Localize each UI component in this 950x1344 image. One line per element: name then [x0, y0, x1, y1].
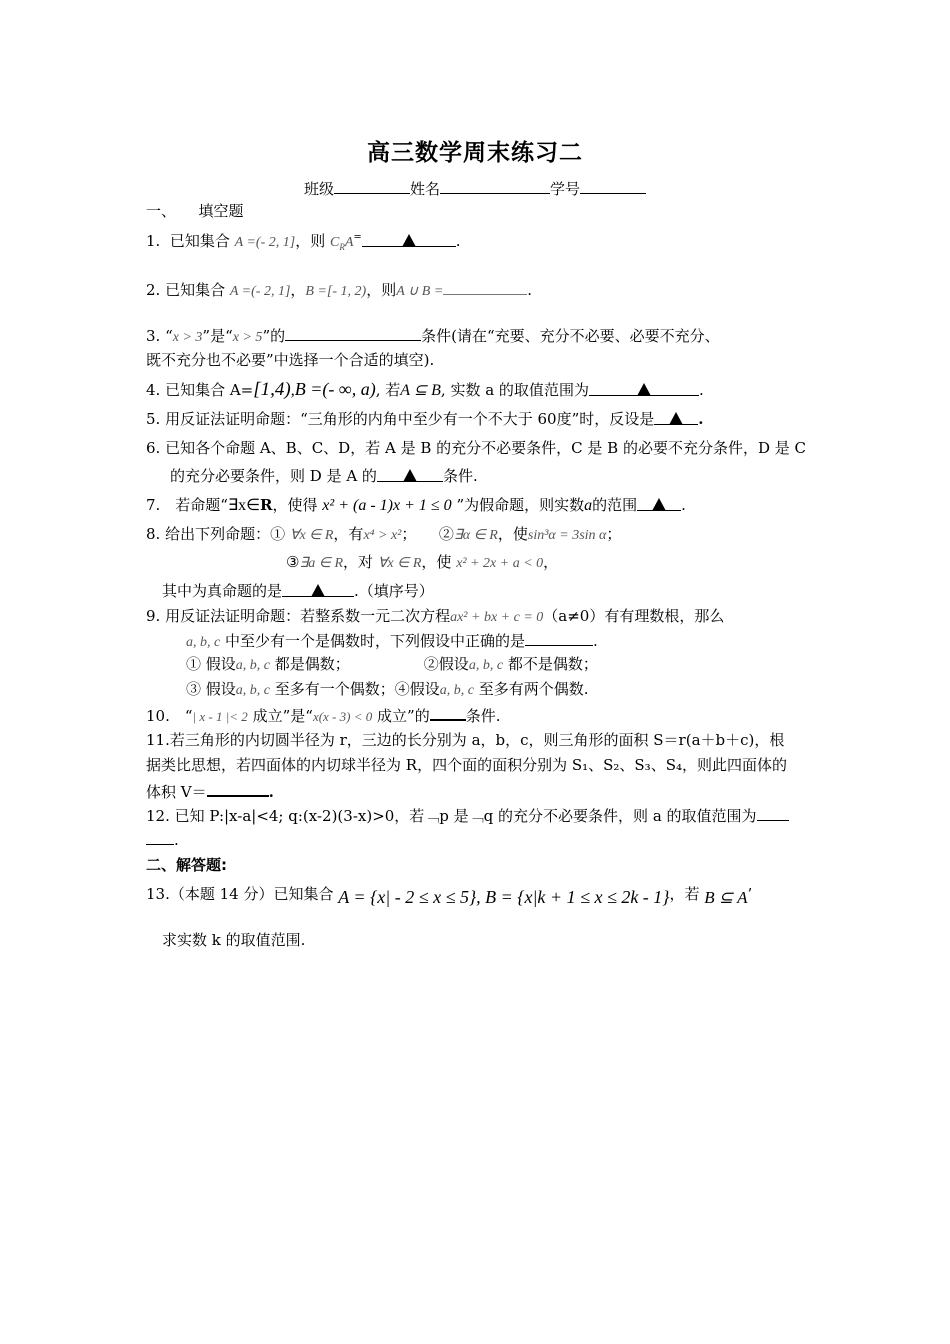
answer-blank-12[interactable] — [757, 804, 789, 821]
question-5: 5. 用反证法证明命题：“三角形的内角中至少有一个不大于 60度”时，反设是 . — [146, 410, 704, 428]
question-7: 7. 若命题“∃x∈R，使得 x² + (a - 1)x + 1 ≤ 0 ”为假命题，则实数a的范围 . — [146, 496, 686, 514]
answer-blank-1[interactable] — [362, 230, 456, 247]
triangle-marker-icon — [637, 383, 651, 396]
question-9: 9. 用反证法证明命题：若整系数一元二次方程ax² + bx + c = 0（a≠0）有有理数根，那么 — [146, 607, 725, 625]
triangle-marker-icon — [403, 469, 417, 482]
question-2: 2. 已知集合 A =(- 2, 1]，B =[- 1, 2)，则A ∪ B = . — [146, 278, 532, 303]
class-label: 班级 — [303, 180, 334, 198]
number-field[interactable] — [580, 177, 646, 194]
question-12-line-2: . — [146, 828, 179, 851]
question-3: 3. “x > 3”是“x > 5”的 条件(请在“充要、充分不必要、必要不充分、 — [146, 324, 720, 349]
page-title: 高三数学周末练习二 — [367, 140, 583, 166]
answer-blank-5[interactable] — [654, 408, 698, 425]
answer-blank-3[interactable] — [285, 324, 421, 341]
answer-blank-7[interactable] — [637, 494, 681, 511]
answer-blank-8[interactable] — [282, 580, 354, 597]
answer-blank-4[interactable] — [589, 379, 699, 396]
answer-blank-11[interactable] — [207, 779, 269, 797]
question-4: 4. 已知集合 A=[1,4),B =(- ∞, a), 若A ⊆ B, 实数 a 的取值范围为 . — [146, 379, 704, 400]
question-9-options-2: ③ 假设a, b, c 至多有一个偶数；④假设a, b, c 至多有两个偶数. — [186, 680, 589, 698]
answer-blank-6[interactable] — [377, 465, 443, 482]
question-8-line-2: ③∃a ∈ R，对 ∀x ∈ R，使 x² + 2x + a < 0， — [286, 553, 559, 571]
question-12: 12. 已知 P:|x-a|<4; q:(x-2)(3-x)>0，若﹁p 是﹁q 的充分不必要条件，则 a 的取值范围为 — [146, 804, 789, 827]
question-6: 6. 已知各个命题 A、B、C、D，若 A 是 B 的充分不必要条件，C 是 B 的必要不充分条件，D 是 C — [146, 439, 806, 457]
question-6-line-2: 的充分必要条件，则 D 是 A 的 条件. — [170, 467, 478, 485]
question-11-line-3: 体积 V＝ . — [146, 779, 274, 803]
question-9-options-1: ① 假设a, b, c 都是偶数； ②假设a, b, c 都不是偶数； — [186, 655, 598, 673]
question-1: 1. 已知集合 A =(- 2, 1]，则 $C_RA^=$ . — [146, 232, 461, 252]
class-field[interactable] — [334, 177, 410, 194]
section-answer-heading: 二、解答题: — [146, 856, 227, 874]
question-8: 8. 给出下列命题：① ∀x ∈ R，有x⁴ > x²； ②∃α ∈ R，使sin³α = 3sin α； — [146, 525, 622, 543]
question-13-line-2: 求实数 k 的取值范围. — [162, 931, 306, 949]
answer-blank-10[interactable] — [430, 703, 466, 721]
question-10: 10. “| x - 1 |< 2 成立”是“x(x - 3) < 0 成立”的 条件. — [146, 703, 500, 728]
triangle-marker-icon — [669, 412, 683, 425]
answer-blank-2[interactable] — [443, 278, 527, 295]
question-11: 11.若三角形的内切圆半径为 r，三边的长分别为 a，b，c，则三角形的面积 S＝r(a＋b＋c)，根 — [146, 731, 785, 749]
question-8-line-3: 其中为真命题的是 .（填序号） — [162, 582, 434, 600]
triangle-marker-icon — [311, 584, 325, 597]
question-9-line-2: a, b, c 中至少有一个是偶数时，下列假设中正确的是 . — [186, 629, 598, 654]
section-fill-in-heading: 一、 填空题 — [146, 202, 244, 220]
answer-blank-9[interactable] — [525, 629, 593, 646]
question-11-line-2: 据类比思想，若四面体的内切球半径为 R，四个面的面积分别为 S₁、S₂、S₃、S₄，则此四面体的 — [146, 756, 787, 774]
question-3-line-2: 既不充分也不必要”中选择一个合适的填空). — [146, 351, 435, 369]
question-13: 13.（本题 14 分）已知集合 A = {x| - 2 ≤ x ≤ 5}, B = {x|k + 1 ≤ x ≤ 2k - 1}，若 B ⊆ A’ — [146, 885, 753, 907]
name-field[interactable] — [440, 177, 550, 194]
number-label: 学号 — [550, 180, 581, 198]
name-label: 姓名 — [409, 180, 440, 198]
triangle-marker-icon — [402, 234, 416, 247]
triangle-marker-icon — [652, 498, 666, 511]
student-info-line — [0, 177, 950, 199]
